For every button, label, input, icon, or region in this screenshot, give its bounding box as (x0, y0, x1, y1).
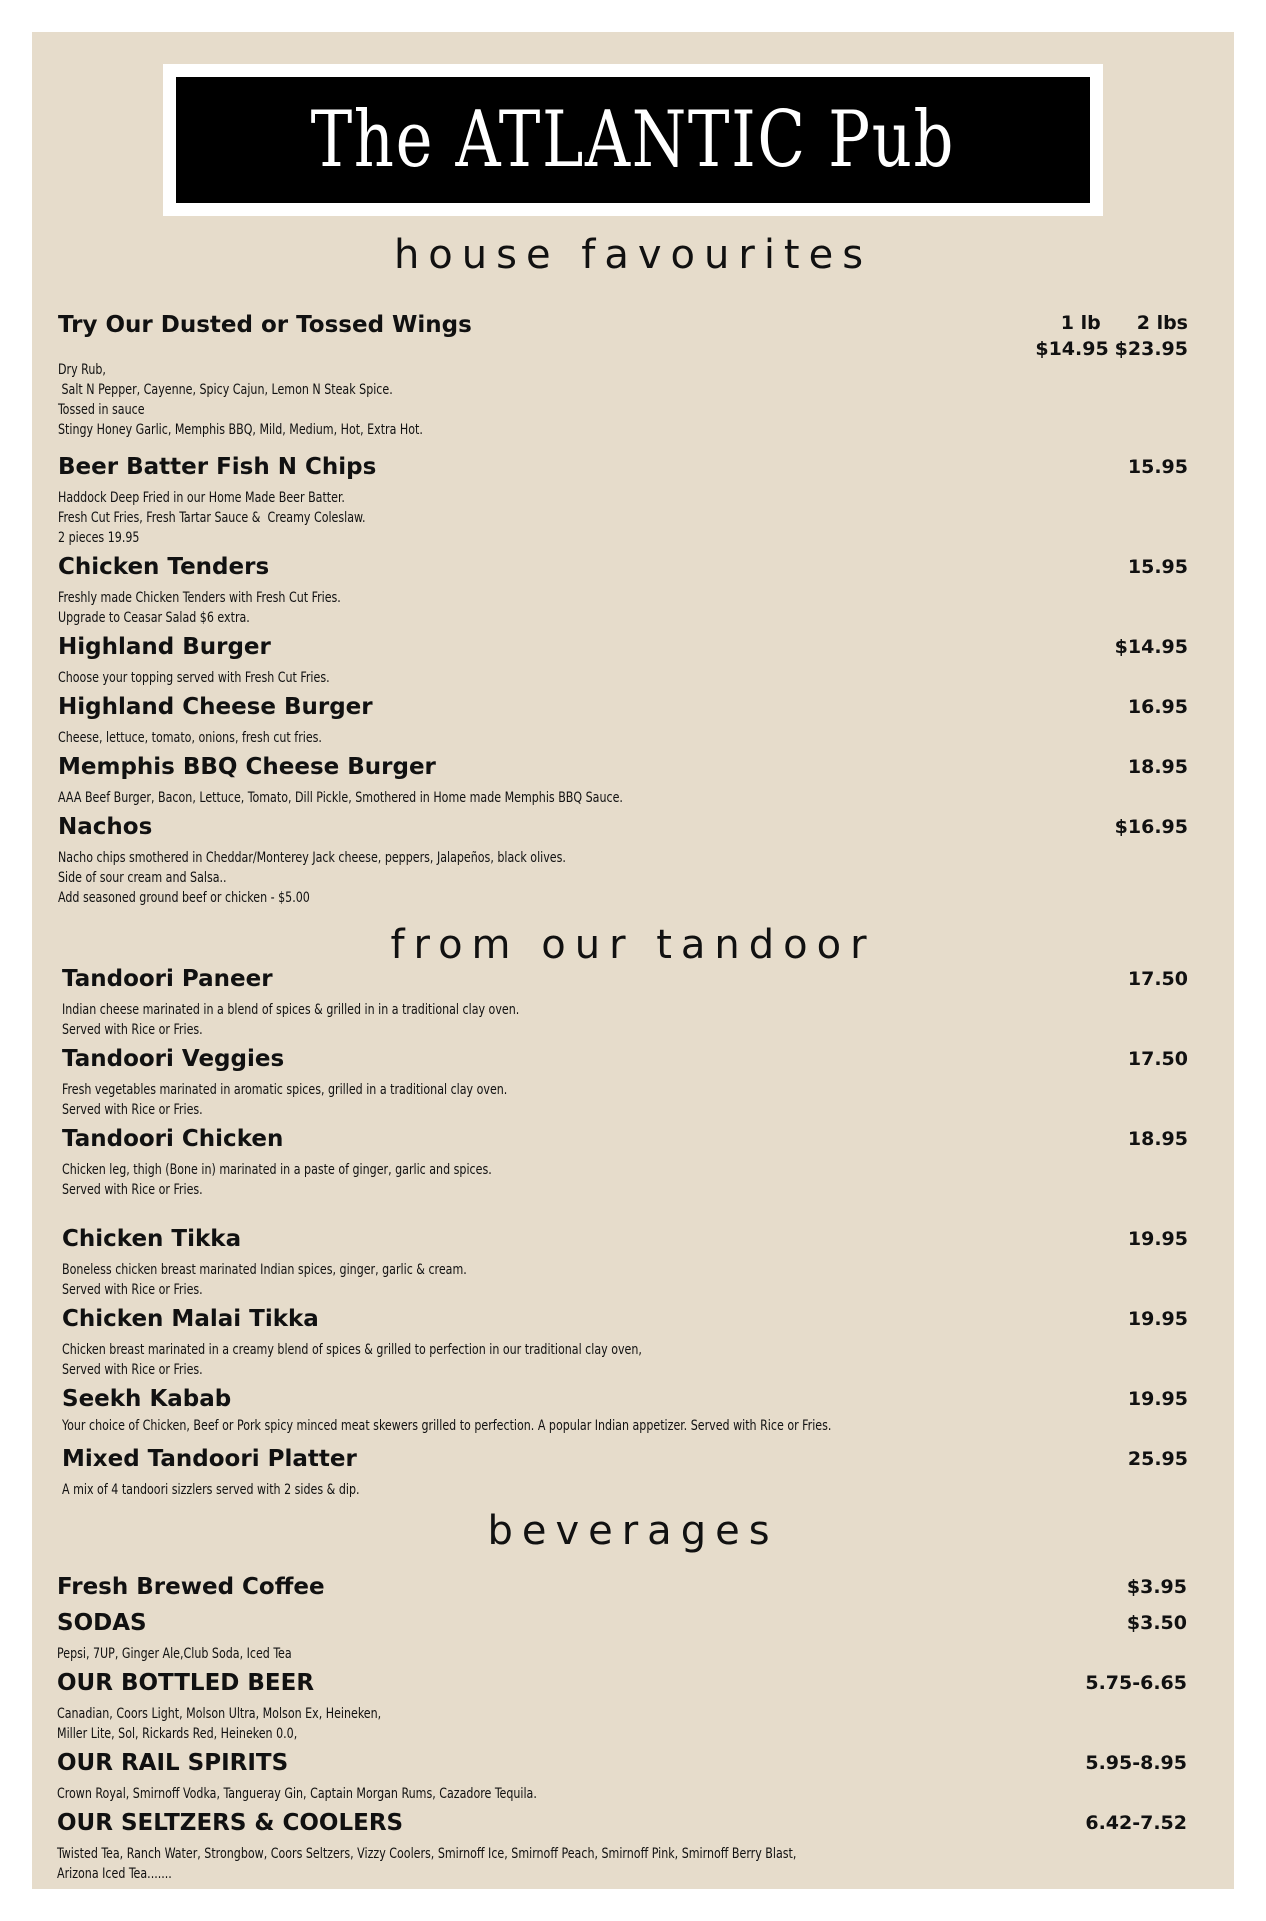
desc-line: Freshly made Chicken Tenders with Fresh Cut Fries. (58, 590, 341, 606)
desc-line: Upgrade to Ceasar Salad $6 extra. (58, 610, 250, 626)
item-name: Seekh Kabab (62, 1386, 232, 1412)
item-name: Tandoori Chicken (62, 1126, 284, 1152)
item-price: 5.95-8.95 (1085, 1752, 1187, 1774)
desc-line: Pepsi, 7UP, Ginger Ale,Club Soda, Iced Tea (57, 1646, 292, 1662)
restaurant-name: The ATLANTIC Pub (310, 95, 956, 185)
menu-item (57, 1748, 1187, 1804)
desc-line: Your choice of Chicken, Beef or Pork spicy minced meat skewers grilled to perfection. A popular Indian appetizer. Served with Rice or Fries. (62, 1418, 832, 1434)
item-name: OUR RAIL SPIRITS (57, 1750, 289, 1776)
item-description (57, 1644, 1051, 1664)
desc-line: Salt N Pepper, Cayenne, Spicy Cajun, Lemon N Steak Spice. (58, 382, 393, 398)
menu-item (58, 692, 1188, 748)
item-description (58, 668, 1052, 688)
item-price: 5.75-6.65 (1085, 1672, 1187, 1694)
menu-item (62, 1384, 1192, 1436)
item-price: 19.95 (1127, 1308, 1188, 1330)
item-price: 17.50 (1127, 968, 1188, 990)
desc-line: Twisted Tea, Ranch Water, Strongbow, Coors Seltzers, Vizzy Coolers, Smirnoff Ice, Smirnoff Peach, Smirnoff Pink, Smirnoff Berry Blast, (57, 1846, 797, 1862)
section-title-beverages: beverages (487, 1508, 779, 1554)
item-price: 19.95 (1127, 1228, 1188, 1250)
item-name: OUR BOTTLED BEER (57, 1670, 315, 1696)
menu-item (58, 752, 1188, 808)
item-description (62, 1340, 1056, 1380)
menu-item (58, 632, 1188, 688)
desc-line: Haddock Deep Fried in our Home Made Beer Batter. (58, 490, 345, 506)
item-description (62, 1416, 1056, 1436)
desc-line: Served with Rice or Fries. (62, 1362, 203, 1378)
menu-item-wings (58, 310, 1188, 440)
menu-item (57, 1668, 1187, 1744)
item-price: 18.95 (1127, 1128, 1188, 1150)
menu-item (62, 964, 1192, 1040)
item-name: Tandoori Veggies (62, 1046, 285, 1072)
menu-item (57, 1572, 1187, 1602)
item-price: $3.50 (1126, 1612, 1187, 1634)
desc-line: Arizona Iced Tea....... (57, 1866, 172, 1882)
desc-line: Chicken breast marinated in a creamy blend of spices & grilled to perfection in our traditional clay oven, (62, 1342, 642, 1358)
item-name: Chicken Malai Tikka (62, 1306, 319, 1332)
item-description (58, 788, 1052, 808)
item-description (62, 1480, 1056, 1500)
section-title-house-favourites: house favourites (393, 232, 873, 278)
menu-page (32, 32, 1234, 1889)
price-2lbs: $23.95 (1114, 338, 1188, 360)
desc-line: Served with Rice or Fries. (62, 1022, 203, 1038)
item-name: Chicken Tenders (58, 554, 270, 580)
item-price: $14.95 (1114, 636, 1188, 658)
desc-line: Choose your topping served with Fresh Cut Fries. (58, 670, 330, 686)
desc-line: Boneless chicken breast marinated Indian spices, ginger, garlic & cream. (62, 1262, 467, 1278)
desc-line: Add seasoned ground beef or chicken - $5.00 (58, 890, 310, 906)
wings-price-block (1035, 310, 1188, 362)
item-name: Tandoori Paneer (62, 966, 273, 992)
desc-line: Fresh vegetables marinated in aromatic spices, grilled in a traditional clay oven. (62, 1082, 508, 1098)
desc-line: Nacho chips smothered in Cheddar/Monterey Jack cheese, peppers, Jalapeños, black olives. (58, 850, 566, 866)
item-description (58, 848, 1052, 908)
item-description (57, 1784, 1051, 1804)
item-name: Nachos (58, 814, 153, 840)
desc-line: Served with Rice or Fries. (62, 1102, 203, 1118)
desc-line: Dry Rub, (58, 362, 106, 378)
item-name: OUR SELTZERS & COOLERS (57, 1810, 404, 1836)
desc-line: Canadian, Coors Light, Molson Ultra, Molson Ex, Heineken, (57, 1706, 382, 1722)
item-description (62, 1260, 1056, 1300)
desc-line: Indian cheese marinated in a blend of spices & grilled in in a traditional clay oven. (62, 1002, 520, 1018)
menu-item (57, 1608, 1187, 1664)
menu-item (62, 1304, 1192, 1380)
item-description (62, 1160, 1056, 1200)
item-price: 15.95 (1127, 556, 1188, 578)
desc-line: 2 pieces 19.95 (58, 530, 140, 546)
size-label-2lbs: 2 lbs (1136, 312, 1188, 334)
menu-item (57, 1808, 1187, 1884)
item-name: Beer Batter Fish N Chips (58, 454, 377, 480)
item-price: 18.95 (1127, 756, 1188, 778)
desc-line: Fresh Cut Fries, Fresh Tartar Sauce & Creamy Coleslaw. (58, 510, 366, 526)
desc-line: Miller Lite, Sol, Rickards Red, Heineken 0.0, (57, 1726, 298, 1742)
title-frame (163, 64, 1103, 216)
item-description (58, 728, 1052, 748)
desc-line: Stingy Honey Garlic, Memphis BBQ, Mild, Medium, Hot, Extra Hot. (58, 422, 423, 438)
desc-line: Crown Royal, Smirnoff Vodka, Tangueray Gin, Captain Morgan Rums, Cazadore Tequila. (57, 1786, 537, 1802)
menu-item (58, 452, 1188, 548)
menu-item (58, 552, 1188, 628)
item-description (58, 588, 1052, 628)
item-price: 17.50 (1127, 1048, 1188, 1070)
item-price: $16.95 (1114, 816, 1188, 838)
item-name: Highland Cheese Burger (58, 694, 373, 720)
menu-item (58, 812, 1188, 908)
menu-item (62, 1444, 1192, 1500)
item-price: $3.95 (1126, 1576, 1187, 1598)
item-name: Fresh Brewed Coffee (57, 1574, 325, 1600)
item-price: 6.42-7.52 (1085, 1812, 1187, 1834)
item-price: 19.95 (1127, 1388, 1188, 1410)
item-description (57, 1704, 1051, 1744)
desc-line: Served with Rice or Fries. (62, 1182, 203, 1198)
menu-item (62, 1124, 1192, 1200)
item-name: SODAS (57, 1610, 147, 1636)
desc-line: Chicken leg, thigh (Bone in) marinated in a paste of ginger, garlic and spices. (62, 1162, 492, 1178)
restaurant-name-banner (176, 77, 1090, 203)
item-name: Mixed Tandoori Platter (62, 1446, 357, 1472)
item-price: 25.95 (1127, 1448, 1188, 1470)
section-title-tandoor: from our tandoor (390, 922, 876, 968)
item-name: Chicken Tikka (62, 1226, 242, 1252)
desc-line: A mix of 4 tandoori sizzlers served with 2 sides & dip. (62, 1482, 360, 1498)
item-description (62, 1080, 1056, 1120)
desc-line: Served with Rice or Fries. (62, 1282, 203, 1298)
item-name: Try Our Dusted or Tossed Wings (58, 312, 472, 338)
price-1lb: $14.95 (1035, 338, 1109, 360)
menu-item (62, 1044, 1192, 1120)
desc-line: Cheese, lettuce, tomato, onions, fresh cut fries. (58, 730, 322, 746)
item-name: Memphis BBQ Cheese Burger (58, 754, 436, 780)
desc-line: AAA Beef Burger, Bacon, Lettuce, Tomato, Dill Pickle, Smothered in Home made Memphis BBQ Sauce. (58, 790, 623, 806)
item-price: 15.95 (1127, 456, 1188, 478)
item-name: Highland Burger (58, 634, 271, 660)
menu-item (62, 1224, 1192, 1300)
size-label-1lb: 1 lb (1060, 312, 1101, 334)
item-price: 16.95 (1127, 696, 1188, 718)
item-description (62, 1000, 1056, 1040)
item-description (57, 1844, 1051, 1884)
item-description (58, 360, 1052, 440)
desc-line: Tossed in sauce (58, 402, 145, 418)
item-description (58, 488, 1052, 548)
desc-line: Side of sour cream and Salsa.. (58, 870, 227, 886)
